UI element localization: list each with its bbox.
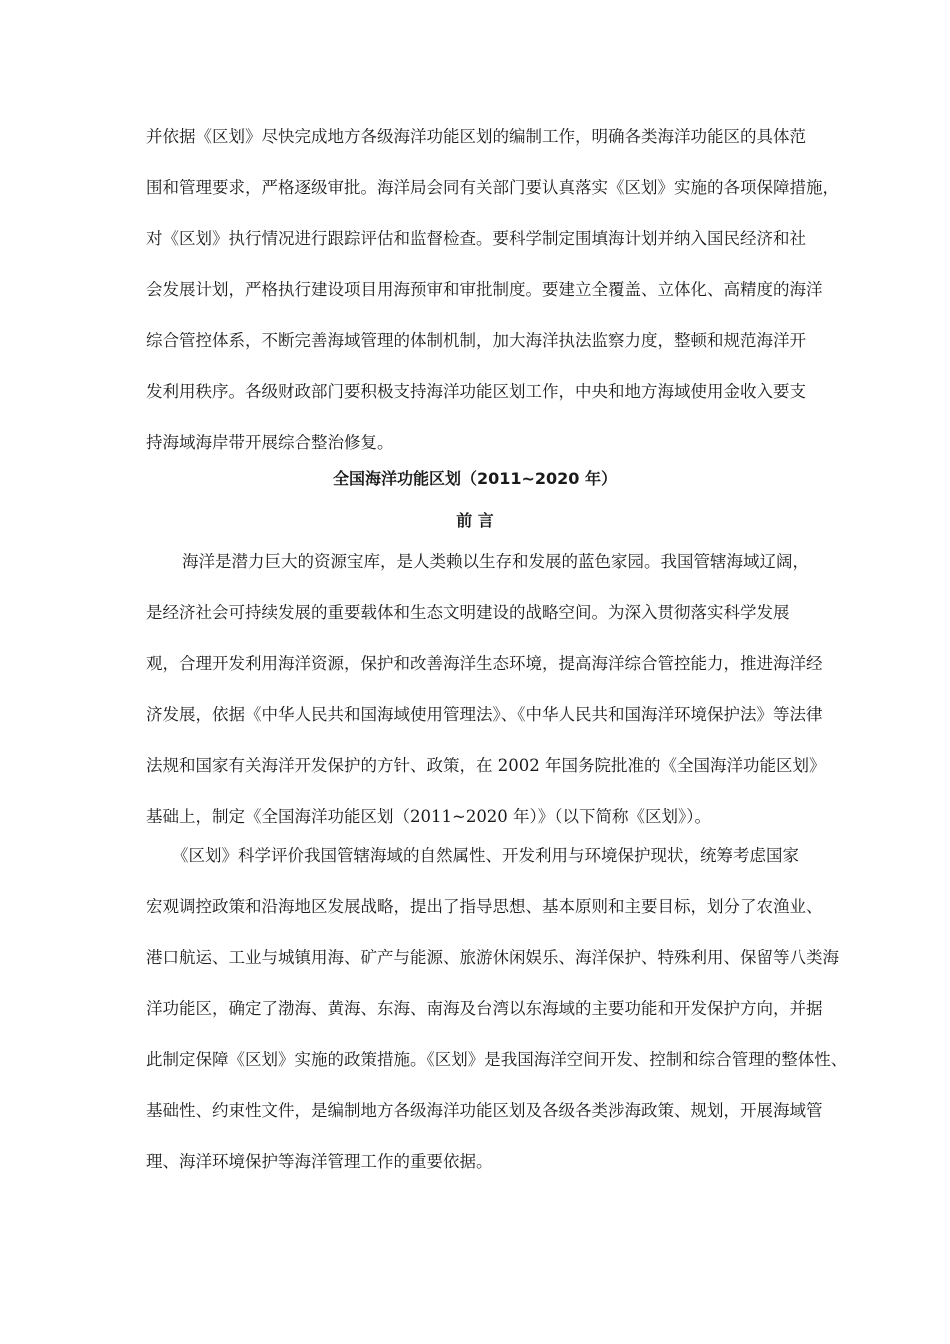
- text-line: 洋功能区，确定了渤海、黄海、东海、南海及台湾以东海域的主要功能和开发保护方向，并据: [146, 999, 823, 1018]
- text-line: 观，合理开发利用海洋资源，保护和改善海洋生态环境，提高海洋综合管控能力，推进海洋经: [146, 654, 823, 673]
- text-line: 对《区划》执行情况进行跟踪评估和监督检查。要科学制定围填海计划并纳入国民经济和社: [146, 229, 806, 248]
- text-line: 理、海洋环境保护等海洋管理工作的重要依据。: [146, 1152, 493, 1171]
- text-line: 是经济社会可持续发展的重要载体和生态文明建设的战略空间。为深入贯彻落实科学发展: [146, 603, 790, 622]
- preface-heading: 前 言: [456, 511, 494, 530]
- text-line: 发利用秩序。各级财政部门要积极支持海洋功能区划工作，中央和地方海域使用金收入要支: [146, 382, 806, 401]
- text-line: 海洋是潜力巨大的资源宝库，是人类赖以生存和发展的蓝色家园。我国管辖海域辽阔，: [182, 552, 809, 571]
- text-line: 综合管控体系，不断完善海域管理的体制机制，加大海洋执法监察力度，整顿和规范海洋开: [146, 331, 806, 350]
- text-line: 济发展，依据《中华人民共和国海域使用管理法》、《中华人民共和国海洋环境保护法》等法律: [146, 705, 823, 724]
- text-line: 港口航运、工业与城镇用海、矿产与能源、旅游休闲娱乐、海洋保护、特殊利用、保留等八类海: [146, 948, 839, 967]
- text-line: 此制定保障《区划》实施的政策措施。《区划》是我国海洋空间开发、控制和综合管理的整体性、: [146, 1050, 848, 1069]
- text-line: 持海域海岸带开展综合整治修复。: [146, 433, 394, 452]
- text-line: 法规和国家有关海洋开发保护的方针、政策，在 2002 年国务院批准的《全国海洋功能区划》: [146, 756, 826, 775]
- text-line: 基础性、约束性文件，是编制地方各级海洋功能区划及各级各类涉海政策、规划，开展海域管: [146, 1101, 823, 1120]
- text-line: 会发展计划，严格执行建设项目用海预审和审批制度。要建立全覆盖、立体化、高精度的海洋: [146, 280, 823, 299]
- text-line: 并依据《区划》尽快完成地方各级海洋功能区划的编制工作，明确各类海洋功能区的具体范: [146, 127, 806, 146]
- text-line: 宏观调控政策和沿海地区发展战略，提出了指导思想、基本原则和主要目标，划分了农渔业、: [146, 897, 823, 916]
- document-title: 全国海洋功能区划（2011~2020 年）: [332, 469, 618, 488]
- text-line: 《区划》科学评价我国管辖海域的自然属性、开发利用与环境保护现状，统筹考虑国家: [172, 846, 799, 865]
- text-line: 基础上，制定《全国海洋功能区划（2011~2020 年）》（以下简称《区划》）。: [146, 807, 712, 826]
- text-line: 围和管理要求，严格逐级审批。海洋局会同有关部门要认真落实《区划》实施的各项保障措施，: [146, 178, 839, 197]
